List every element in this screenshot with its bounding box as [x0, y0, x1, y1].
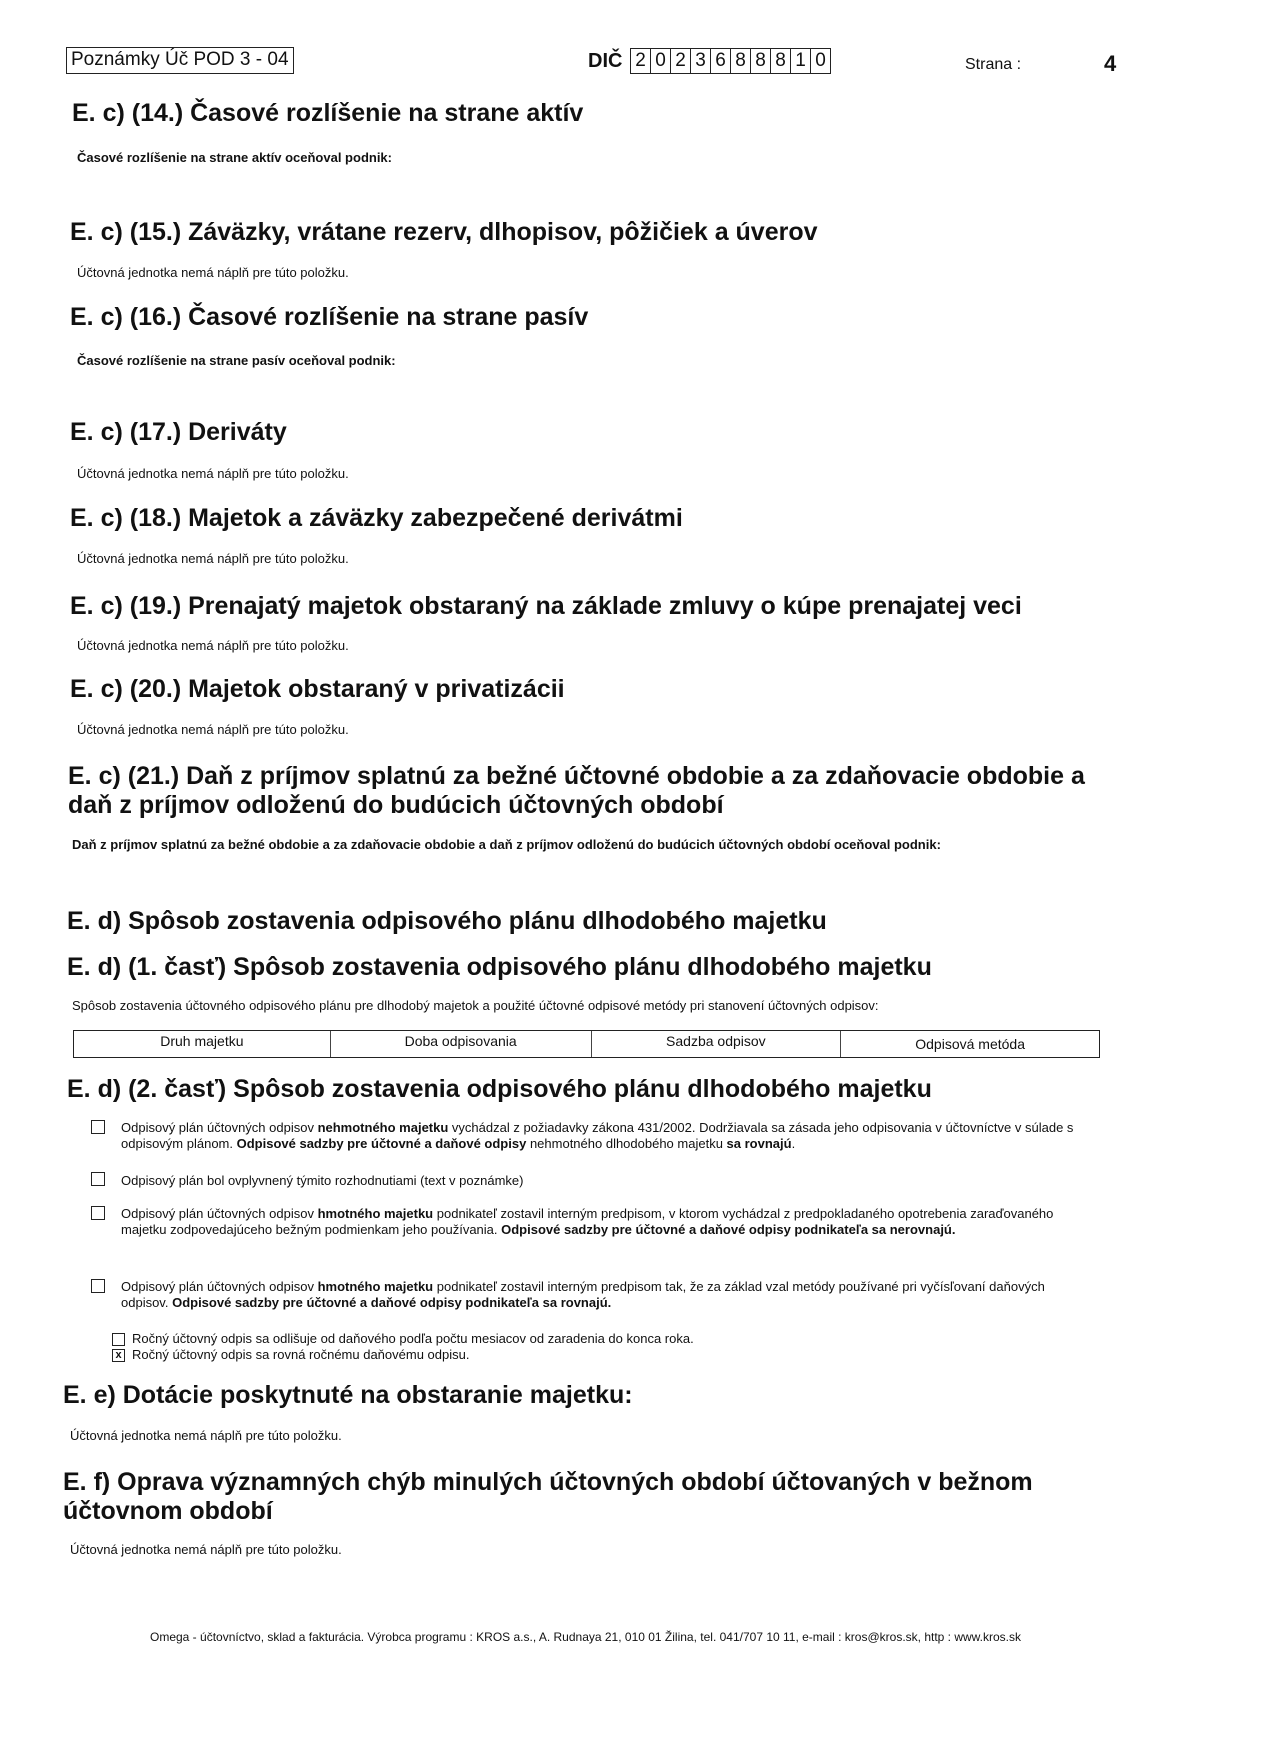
heading-e-c-16: E. c) (16.) Časové rozlíšenie na strane pasív: [70, 303, 589, 331]
form-code: Poznámky Úč POD 3 - 04: [66, 47, 294, 74]
heading-e-d-2: E. d) (2. časť) Spôsob zostavenia odpisového plánu dlhodobého majetku: [67, 1075, 932, 1103]
page-label: Strana :: [965, 56, 1022, 73]
checkbox-annual-differs-text: Ročný účtovný odpis sa odlišuje od daňového podľa počtu mesiacov od zaradenia do konca roka.: [132, 1331, 694, 1346]
footer-text: Omega - účtovníctvo, sklad a fakturácia. Výrobca programu : KROS a.s., A. Rudnaya 21, 010 01 Žilina, tel. 041/707 10 11, e-mail : kros@kros.sk, http : www.kros.sk: [150, 1630, 1022, 1644]
dic-boxes: [630, 48, 831, 74]
note-e-c-19: Účtovná jednotka nemá náplň pre túto položku.: [77, 638, 349, 653]
dic-label: DIČ: [588, 50, 623, 72]
heading-e-d-1: E. d) (1. časť) Spôsob zostavenia odpisového plánu dlhodobého majetku: [67, 953, 932, 981]
page-number: 4: [1104, 51, 1117, 76]
heading-e-c-18: E. c) (18.) Majetok a záväzky zabezpečené derivátmi: [70, 504, 683, 532]
dic-digit: 8: [751, 49, 771, 73]
note-e-c-16: Časové rozlíšenie na strane pasív oceňoval podnik:: [77, 353, 396, 368]
dic-digit: 0: [651, 49, 671, 73]
checkbox-annual-differs[interactable]: [112, 1333, 125, 1346]
column-header: Doba odpisovania: [331, 1031, 592, 1057]
note-e-c-18: Účtovná jednotka nemá náplň pre túto položku.: [77, 551, 349, 566]
note-e-c-17: Účtovná jednotka nemá náplň pre túto položku.: [77, 466, 349, 481]
heading-e-c-14: E. c) (14.) Časové rozlíšenie na strane aktív: [72, 99, 584, 127]
dic-digit: 0: [815, 50, 826, 71]
dic-digit: 8: [731, 49, 751, 73]
checkbox-tangible-plan-internal[interactable]: [91, 1206, 105, 1220]
heading-e-d: E. d) Spôsob zostavenia odpisového plánu dlhodobého majetku: [67, 907, 827, 935]
heading-e-c-21: E. c) (21.) Daň z príjmov splatnú za bežné účtovné obdobie a za zdaňovacie obdobie a daň z príjmov odloženú do budúcich účtovných období: [68, 762, 1085, 819]
column-header: Druh majetku: [74, 1031, 331, 1057]
checkbox-annual-equals[interactable]: x: [112, 1349, 125, 1362]
dic-digit: 8: [771, 49, 791, 73]
checkbox-intangible-plan-text: Odpisový plán účtovných odpisov nehmotného majetku vychádzal z požiadavky zákona 431/2002. Dodržiavala sa zásada jeho odpisovania v účtovníctve v súlade s odpisovým plánom. Odpisové sadzby pre účtovné a daňové odpisy nehmotného dlhodobého majetku sa rovnajú.: [121, 1120, 1074, 1151]
dic-digit: 2: [631, 49, 651, 73]
checkbox-tangible-plan-tax[interactable]: [91, 1279, 105, 1293]
checkbox-tangible-plan-internal-text: Odpisový plán účtovných odpisov hmotného majetku podnikateľ zostavil interným predpisom, v ktorom vychádzal z predpokladaného opotrebenia zaraďovaného majetku zodpovedajúceho bežným podmienkam jeho používania. Odpisové sadzby pre účtovné a daňové odpisy podnikateľa sa nerovnajú.: [121, 1206, 1054, 1237]
checkbox-plan-influenced[interactable]: [91, 1172, 105, 1186]
dic-digit: 1: [791, 49, 811, 73]
note-e-f: Účtovná jednotka nemá náplň pre túto položku.: [70, 1542, 342, 1557]
heading-e-c-15: E. c) (15.) Záväzky, vrátane rezerv, dlhopisov, pôžičiek a úverov: [70, 218, 818, 246]
checkbox-intangible-plan[interactable]: [91, 1120, 105, 1134]
note-e-c-21: Daň z príjmov splatnú za bežné obdobie a za zdaňovacie obdobie a daň z príjmov odloženú do budúcich účtovných období oceňoval podnik:: [72, 837, 941, 852]
heading-e-c-19: E. c) (19.) Prenajatý majetok obstaraný na základe zmluvy o kúpe prenajatej veci: [70, 592, 1022, 620]
dic-digit: 6: [711, 49, 731, 73]
checkbox-annual-equals-text: Ročný účtovný odpis sa rovná ročnému daňovému odpisu.: [132, 1347, 470, 1362]
dic-digit: 2: [671, 49, 691, 73]
checkbox-tangible-plan-tax-text: Odpisový plán účtovných odpisov hmotného majetku podnikateľ zostavil interným predpisom tak, že za základ vzal metódy používané pri vyčísľovaní daňových odpisov. Odpisové sadzby pre účtovné a daňové odpisy podnikateľa sa rovnajú.: [121, 1279, 1045, 1310]
heading-e-f: E. f) Oprava významných chýb minulých účtovných období účtovaných v bežnom účtovnom období: [63, 1468, 1033, 1525]
note-e-c-15: Účtovná jednotka nemá náplň pre túto položku.: [77, 265, 349, 280]
column-header: Sadzba odpisov: [592, 1031, 842, 1057]
note-e-e: Účtovná jednotka nemá náplň pre túto položku.: [70, 1428, 342, 1443]
heading-e-c-17: E. c) (17.) Deriváty: [70, 418, 287, 446]
checkbox-plan-influenced-text: Odpisový plán bol ovplyvnený týmito rozhodnutiami (text v poznámke): [121, 1173, 524, 1188]
note-e-c-14: Časové rozlíšenie na strane aktív oceňoval podnik:: [77, 150, 392, 165]
note-e-c-20: Účtovná jednotka nemá náplň pre túto položku.: [77, 722, 349, 737]
column-header: Odpisová metóda: [915, 1036, 1025, 1052]
dic-digit: 3: [691, 49, 711, 73]
depreciation-table-header: [73, 1030, 1100, 1058]
heading-e-c-20: E. c) (20.) Majetok obstaraný v privatizácii: [70, 675, 565, 703]
note-e-d-1: Spôsob zostavenia účtovného odpisového plánu pre dlhodobý majetok a použité účtovné odpisové metódy pri stanovení účtovných odpisov:: [72, 998, 879, 1013]
heading-e-e: E. e) Dotácie poskytnuté na obstaranie majetku:: [63, 1381, 633, 1409]
